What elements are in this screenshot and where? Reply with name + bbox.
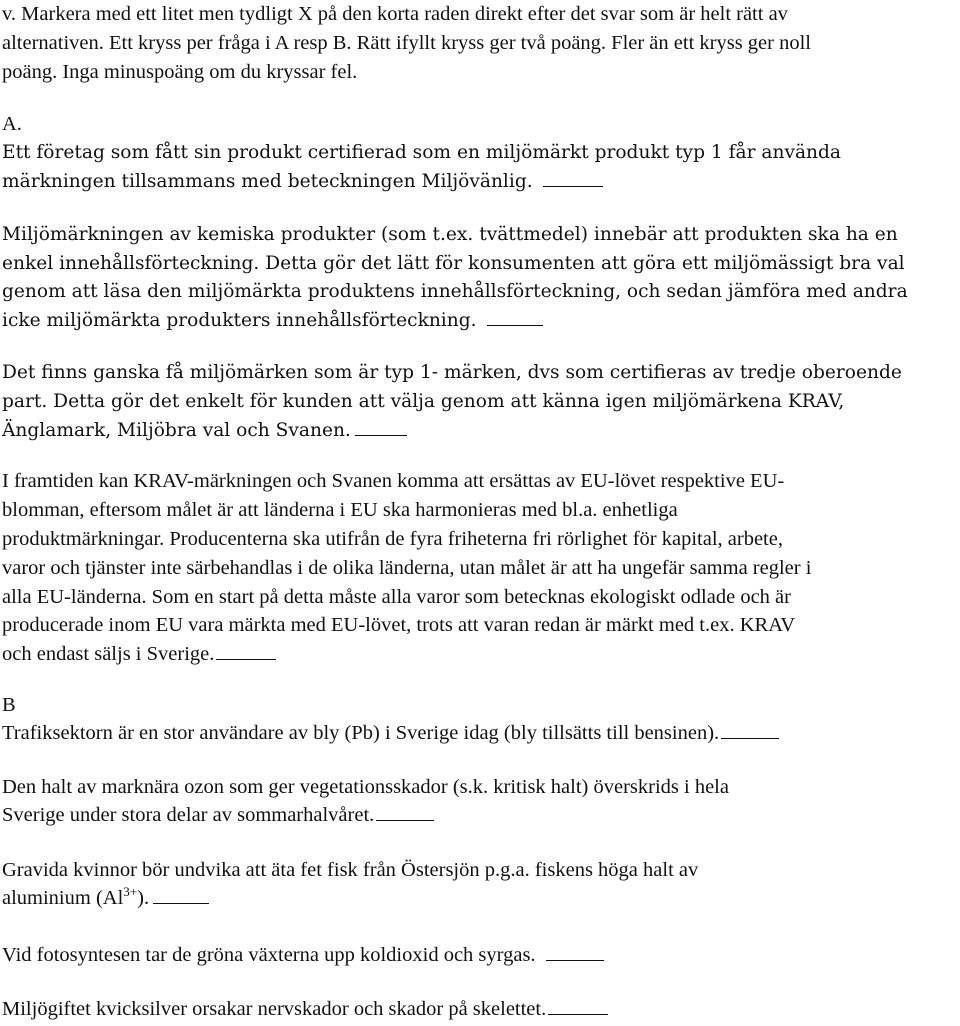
intro-line-3: poäng. Inga minuspoäng om du kryssar fel. [2,61,358,83]
answer-blank-a2[interactable] [487,324,543,326]
section-a-heading: A. [2,113,22,135]
question-a3-line-3 [2,418,407,444]
intro-line-2: alternativen. Ett kryss per fråga i A resp B. Rätt ifyllt kryss ger två poäng. Fler än ett kryss ger noll [2,32,811,54]
question-b2-line-2 [2,802,434,828]
question-a4-line-4: varor och tjänster inte särbehandlas i de olika länderna, utan målet är att ha ungefär samma regler i [2,557,812,579]
answer-blank-b5[interactable] [548,1013,608,1015]
answer-blank-a1[interactable] [543,185,603,187]
intro-line-1: v. Markera med ett litet men tydligt X på den korta raden direkt efter det svar som är helt rätt av [2,3,788,25]
answer-blank-b3[interactable] [153,902,209,904]
question-a3-line-2: part. Detta gör det enkelt för kunden att välja genom att känna igen miljömärkena KRAV, [2,391,845,412]
question-a2-line-3: genom att läsa den miljömärkta produktens innehållsförteckning, och sedan jämföra med andra [2,281,908,302]
section-b-heading: B [2,694,16,716]
question-a3-text-end: Änglamark, Miljöbra val och Svanen. [2,420,351,441]
question-a2-line-1: Miljömärkningen av kemiska produkter (som t.ex. tvättmedel) innebär att produkten ska ha en [2,224,898,245]
question-a2-text-b: Detta gör det lätt för konsumenten att göra ett miljömässigt bra val [259,253,905,274]
ion-charge-superscript: 3+ [123,884,138,900]
question-a4-text-end: och endast säljs i Sverige. [2,643,215,665]
question-a2-line-4 [2,308,543,334]
question-a4-line-5: alla EU-länderna. Som en start på detta måste alla varor som betecknas ekologiskt odlade och är [2,586,791,608]
question-a2-text-a: enkel innehållsförteckning. [2,253,260,274]
question-b5-line-1 [2,996,608,1022]
question-b3-line-2 [2,885,209,911]
question-a1-text: märkningen tillsammans med beteckningen Miljövänlig. [2,171,533,192]
question-b3-line-1: Gravida kvinnor bör undvika att äta fet fisk från Östersjön p.g.a. fiskens höga halt av [2,859,699,881]
answer-blank-a3[interactable] [355,434,407,436]
question-a1-line-1: Ett företag som fått sin produkt certifierad som en miljömärkt produkt typ 1 får använda [2,142,841,163]
question-b2-line-1: Den halt av marknära ozon som ger vegetationsskador (s.k. kritisk halt) överskrids i hela [2,776,729,798]
question-a4-line-6: producerade inom EU vara märkta med EU-lövet, trots att varan redan är märkt med t.ex. KRAV [2,614,796,636]
question-a4-line-7 [2,641,276,667]
question-a4-line-1: I framtiden kan KRAV-märkningen och Svanen komma att ersättas av EU-lövet respektive EU- [2,470,785,492]
question-a4-line-2: blomman, eftersom målet är att länderna i EU ska harmonieras med bl.a. enhetliga [2,499,678,521]
question-b1-text: Trafiksektorn är en stor användare av bly (Pb) i Sverige idag (bly tillsätts till bensinen). [2,722,720,744]
question-b4-text: Vid fotosyntesen tar de gröna växterna upp koldioxid och syrgas. [2,944,536,966]
question-a2-text-end: icke miljömärkta produkters innehållsförteckning. [2,310,477,331]
question-b3-text-post: ). [137,887,150,909]
question-a3-line-1: Det finns ganska få miljömärken som är typ 1- märken, dvs som certifieras av tredje oberoende [2,362,902,383]
question-b3-text-pre: aluminium (Al [2,887,124,909]
answer-blank-b2[interactable] [376,819,434,821]
question-b1-line-1 [2,720,779,746]
answer-blank-a4[interactable] [216,658,276,660]
question-a4-line-3: produktmärkningar. Producenterna ska utifrån de fyra friheterna fri rörlighet för kapital, arbete, [2,528,783,550]
question-a2-line-2 [2,250,905,277]
question-b4-line-1 [2,942,604,968]
question-b2-text-end: Sverige under stora delar av sommarhalvåret. [2,804,375,826]
question-a1-line-2 [2,169,603,195]
answer-blank-b1[interactable] [721,737,779,739]
answer-blank-b4[interactable] [546,959,604,961]
question-b5-text: Miljögiftet kvicksilver orsakar nervskador och skador på skelettet. [2,998,547,1020]
